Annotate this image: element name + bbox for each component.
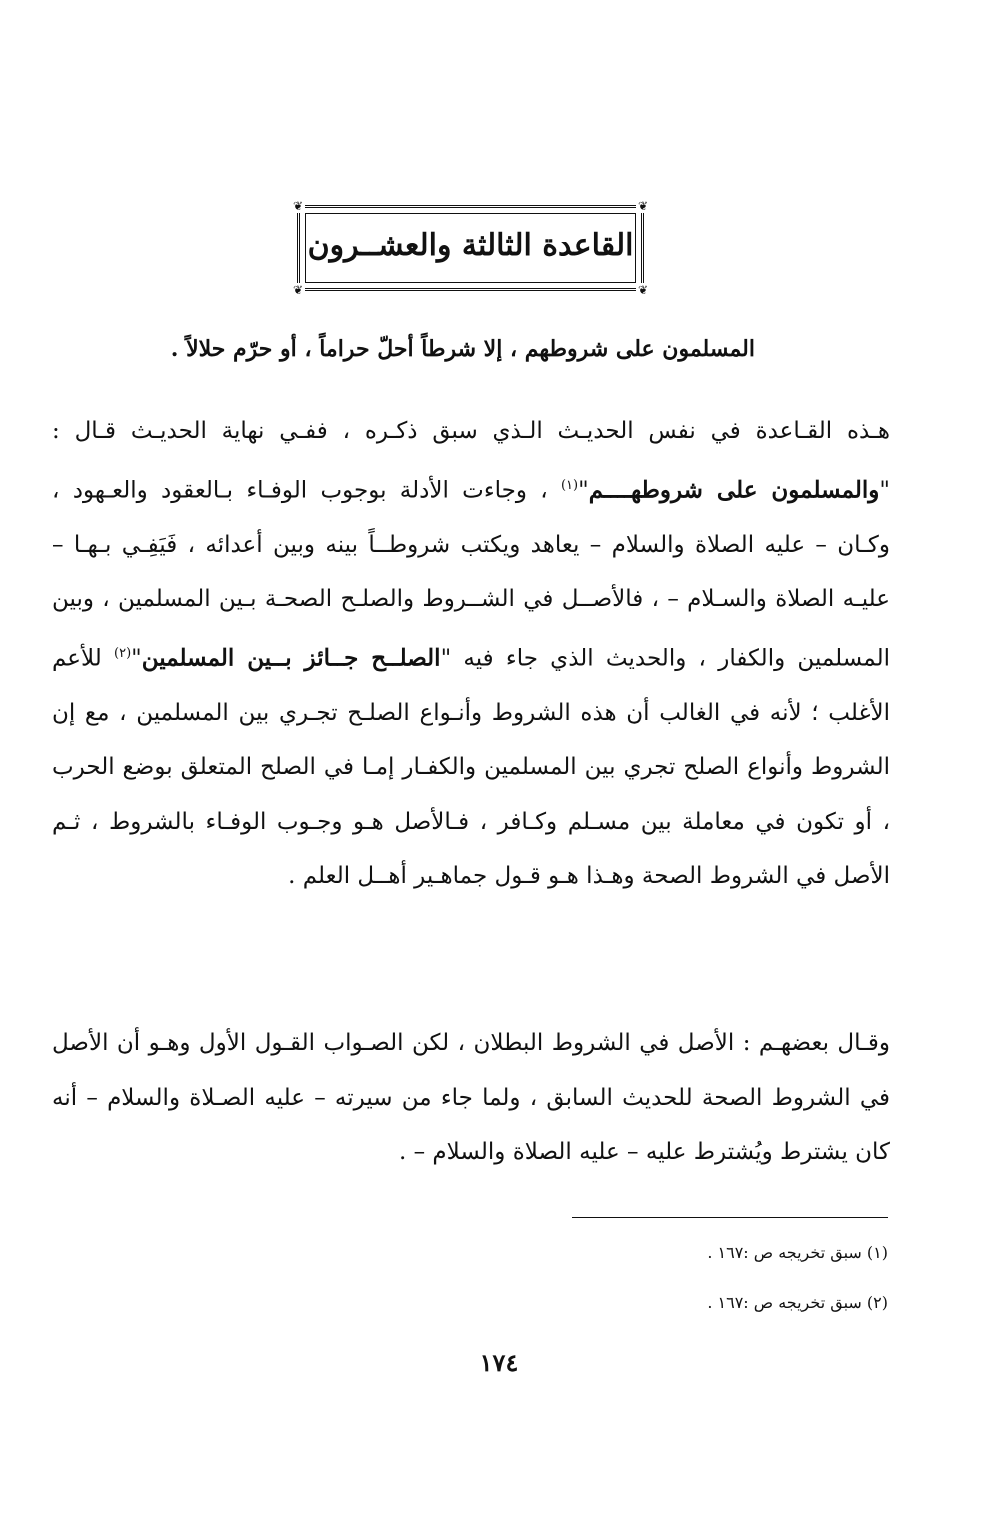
rule-statement: المسلمون على شروطهم ، إلا شرطاً أحلّ حراماً ، أو حرّم حلالاً .	[170, 336, 755, 362]
footnote-ref-2[interactable]: (٢)	[114, 645, 132, 661]
page-number: ١٧٤	[479, 1348, 519, 1377]
hadith-quote: الصلــح جــائز بــين المسلمين	[141, 644, 441, 672]
footnote-divider	[572, 1217, 888, 1218]
quote-mark: "	[578, 477, 589, 504]
corner-ornament-icon: ❦	[292, 283, 304, 297]
title-frame	[292, 199, 649, 297]
body-paragraph-2: وقـال بعضهـم : الأصل في الشروط البطلان ، لكن الصـواب القـول الأول وهـو أن الأصل في الشروط الصحة للحديث السابق ، ولما جاء من سيرته – عليه الصـلاة والسلام – أنه كان يشترط ويُشترط عليه – عليه الصلاة والسلام – .	[52, 1030, 890, 1165]
footnote-1: (١) سبق تخريجه ص :١٦٧ .	[707, 1243, 888, 1262]
paragraph-text: ، وجاءت الأدلة بوجوب الوفـاء بـالعقود والعـهود ، وكـان – عليه الصلاة والسلام – يعاهد ويكتب شروطــاً بينه وبين أعدائه ، فَيَفِـي بـهـا – عليـه الصلاة والسـلام – ، فالأصــل في الشــروط والصلـح الصحـة بـين المسلمين ، وبين المسلمين والكفار ، والحديث الذي جاء فيه "	[52, 477, 891, 672]
footnote-2: (٢) سبق تخريجه ص :١٦٧ .	[707, 1293, 888, 1312]
body-paragraph-1	[52, 404, 890, 904]
hadith-quote: والمسلمون على شروطهــــم	[588, 476, 880, 504]
corner-ornament-icon: ❦	[637, 199, 649, 213]
paragraph-text: للأعم الأغلب ؛ لأنه في الغالب أن هذه الشروط وأنـواع الصلـح تجـري بين المسلمين ، مع إن الشروط وأنواع الصلح تجري بين المسلمين والكفـار إمـا في الصلح المتعلق بوضع الحرب ، أو تكون في معاملة بين مسـلم وكـافر ، فـالأصل هـو وجـوب الوفـاء بالشروط ، ثـم الأصل في الشروط الصحة وهـذا هـو قـول جماهـير أهــل العلم .	[52, 645, 890, 890]
quote-mark: "	[131, 645, 142, 672]
paragraph-text: هـذه القـاعدة في نفس الحديـث الـذي سبق ذكـره ، ففـي نهاية الحديـث قـال : "	[52, 418, 891, 504]
corner-ornament-icon: ❦	[292, 199, 304, 213]
chapter-title: القاعدة الثالثة والعشــرون	[307, 228, 634, 263]
footnote-ref-1[interactable]: (١)	[560, 477, 579, 493]
corner-ornament-icon: ❦	[637, 283, 649, 297]
